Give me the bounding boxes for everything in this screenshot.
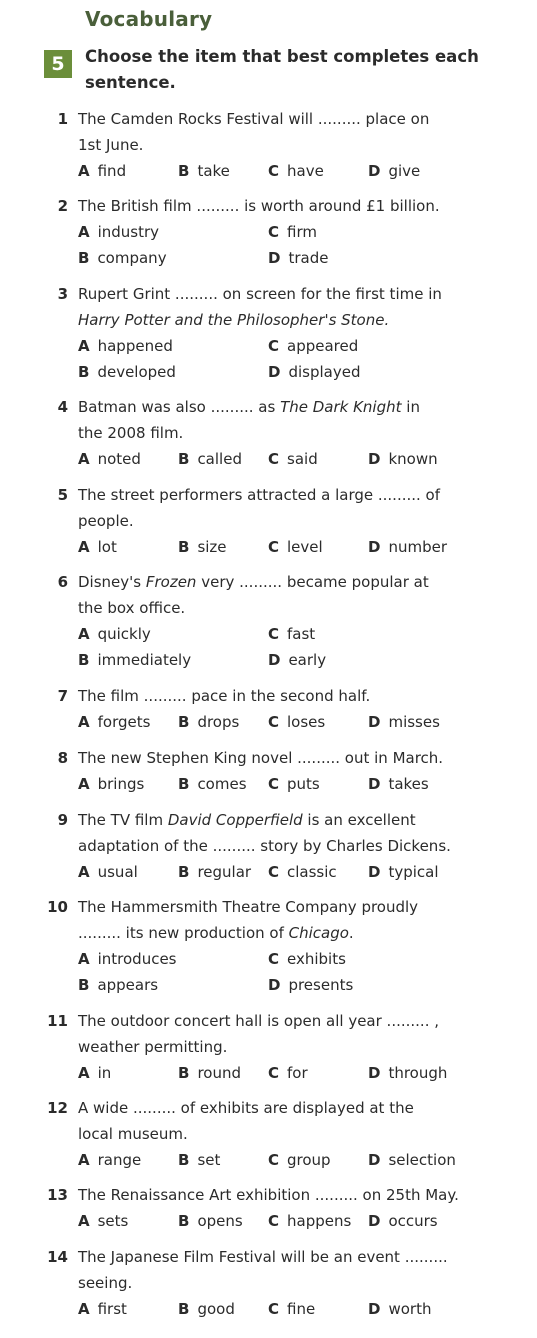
question-text-line-2: local museum.: [78, 1125, 188, 1143]
question-text-line-2: Harry Potter and the Philosopher's Stone.: [78, 311, 390, 329]
option-a[interactable]: A happened: [78, 337, 173, 355]
option-b[interactable]: B set: [178, 1151, 221, 1169]
option-d[interactable]: D known: [368, 450, 438, 468]
option-a[interactable]: A in: [78, 1064, 112, 1082]
option-a[interactable]: A range: [78, 1151, 142, 1169]
question-number: 7: [57, 687, 68, 705]
question-number: 8: [57, 749, 68, 767]
option-b[interactable]: B regular: [178, 863, 252, 881]
option-c[interactable]: C for: [268, 1064, 308, 1082]
option-b[interactable]: B round: [178, 1064, 241, 1082]
question-text-line-1: The Japanese Film Festival will be an event .........: [78, 1248, 448, 1266]
option-c[interactable]: C loses: [268, 713, 326, 731]
option-d[interactable]: D give: [368, 162, 421, 180]
option-a[interactable]: A lot: [78, 538, 117, 556]
question-text-line-2: weather permitting.: [78, 1038, 228, 1056]
option-d[interactable]: D early: [268, 651, 327, 669]
question-number: 14: [47, 1248, 68, 1266]
option-a[interactable]: A brings: [78, 775, 145, 793]
option-d[interactable]: D worth: [368, 1300, 432, 1318]
option-b[interactable]: B company: [78, 249, 167, 267]
option-b[interactable]: B comes: [178, 775, 247, 793]
question-text-line-1: The new Stephen King novel ......... out in March.: [78, 749, 444, 767]
question-number: 3: [57, 285, 68, 303]
option-d[interactable]: D presents: [268, 976, 354, 994]
option-d[interactable]: D trade: [268, 249, 329, 267]
option-c[interactable]: C exhibits: [268, 950, 346, 968]
question-text-line-1: The Renaissance Art exhibition ......... on 25th May.: [78, 1186, 459, 1204]
question-text-line-1: The Hammersmith Theatre Company proudly: [78, 898, 419, 916]
question-text-line-1: The film ......... pace in the second half.: [78, 687, 371, 705]
question-text-line-1: Rupert Grint ......... on screen for the first time in: [78, 285, 442, 303]
question-number: 1: [57, 110, 68, 128]
film-title: The Dark Knight: [280, 398, 402, 416]
option-c[interactable]: C appeared: [268, 337, 359, 355]
show-title: Chicago: [288, 924, 349, 942]
exercise-number-badge: 5: [44, 50, 72, 78]
option-a[interactable]: A quickly: [78, 625, 151, 643]
question-text-line-2: ......... its new production of Chicago.: [78, 924, 354, 942]
section-title: Vocabulary: [85, 7, 213, 31]
option-b[interactable]: B immediately: [78, 651, 192, 669]
question-number: 9: [57, 811, 68, 829]
question-text-line-1: The British film ......... is worth around £1 billion.: [78, 197, 440, 215]
option-c[interactable]: C classic: [268, 863, 337, 881]
film-title: Frozen: [145, 573, 197, 591]
question-number: 13: [47, 1186, 68, 1204]
question-text-line-1: The outdoor concert hall is open all year ......... ,: [78, 1012, 439, 1030]
option-d[interactable]: D occurs: [368, 1212, 438, 1230]
option-b[interactable]: B called: [178, 450, 242, 468]
option-b[interactable]: B developed: [78, 363, 176, 381]
question-number: 6: [57, 573, 68, 591]
question-text-line-1: The Camden Rocks Festival will ......... place on: [78, 110, 430, 128]
question-text-line-1: The street performers attracted a large ......... of: [78, 486, 441, 504]
question-number: 4: [57, 398, 68, 416]
option-c[interactable]: C fine: [268, 1300, 316, 1318]
option-c[interactable]: C firm: [268, 223, 317, 241]
option-b[interactable]: B appears: [78, 976, 159, 994]
option-a[interactable]: A industry: [78, 223, 160, 241]
question-number: 11: [47, 1012, 68, 1030]
option-c[interactable]: C have: [268, 162, 324, 180]
question-text-line-2: the box office.: [78, 599, 186, 617]
option-c[interactable]: C said: [268, 450, 318, 468]
option-c[interactable]: C group: [268, 1151, 331, 1169]
question-text-line-1: A wide ......... of exhibits are displayed at the: [78, 1099, 414, 1117]
exercise-instruction: Choose the item that best completes each sentence.: [85, 47, 479, 92]
option-b[interactable]: B drops: [178, 713, 240, 731]
option-b[interactable]: B size: [178, 538, 227, 556]
option-c[interactable]: C puts: [268, 775, 320, 793]
question-text-line-2: adaptation of the ......... story by Charles Dickens.: [78, 837, 451, 855]
option-d[interactable]: D displayed: [268, 363, 361, 381]
question-number: 10: [47, 898, 68, 916]
option-d[interactable]: D selection: [368, 1151, 456, 1169]
question-text-line-1: Batman was also ......... as The Dark Knight in: [78, 398, 420, 416]
question-text-line-2: people.: [78, 512, 134, 530]
option-b[interactable]: B take: [178, 162, 230, 180]
option-d[interactable]: D through: [368, 1064, 448, 1082]
question-text-line-2: 1st June.: [78, 136, 144, 154]
option-d[interactable]: D typical: [368, 863, 439, 881]
option-a[interactable]: A forgets: [78, 713, 151, 731]
option-a[interactable]: A first: [78, 1300, 127, 1318]
film-title: David Copperfield: [167, 811, 303, 829]
option-a[interactable]: A sets: [78, 1212, 129, 1230]
option-b[interactable]: B good: [178, 1300, 235, 1318]
option-c[interactable]: C fast: [268, 625, 316, 643]
option-d[interactable]: D number: [368, 538, 447, 556]
question-text-line-1: Disney's Frozen very ......... became popular at: [78, 573, 429, 591]
question-text-line-2: seeing.: [78, 1274, 133, 1292]
question-number: 2: [57, 197, 68, 215]
option-d[interactable]: D misses: [368, 713, 440, 731]
option-a[interactable]: A introduces: [78, 950, 177, 968]
question-number: 5: [57, 486, 68, 504]
option-b[interactable]: B opens: [178, 1212, 243, 1230]
question-text-line-2: the 2008 film.: [78, 424, 184, 442]
option-a[interactable]: A find: [78, 162, 127, 180]
option-c[interactable]: C happens: [268, 1212, 352, 1230]
question-text-line-1: The TV film David Copperfield is an excellent: [78, 811, 416, 829]
option-d[interactable]: D takes: [368, 775, 429, 793]
option-c[interactable]: C level: [268, 538, 323, 556]
option-a[interactable]: A noted: [78, 450, 141, 468]
question-number: 12: [47, 1099, 68, 1117]
option-a[interactable]: A usual: [78, 863, 138, 881]
